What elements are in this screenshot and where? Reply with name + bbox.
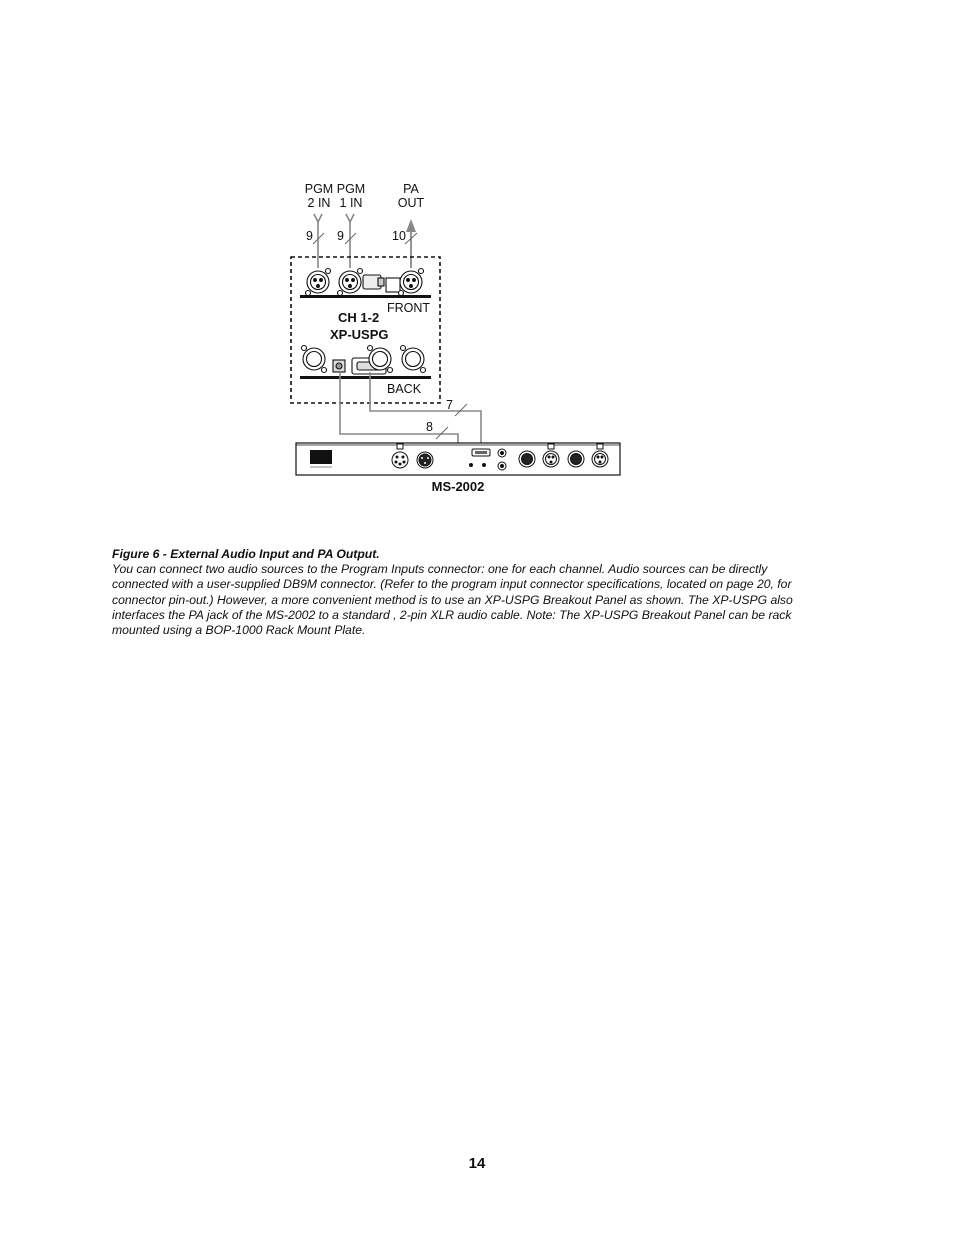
pgm2-input-arrow <box>314 214 322 268</box>
pgm1-label-top: PGM <box>336 182 366 196</box>
db9-program-input-icon <box>472 449 490 456</box>
pgm2-label-top: PGM <box>304 182 334 196</box>
pgm1-input-arrow <box>346 214 354 268</box>
front-rail <box>300 295 431 298</box>
pa-output-arrow <box>406 219 416 268</box>
pgm2-wire-count: 9 <box>306 229 313 243</box>
pa-label-top: PA <box>403 182 419 196</box>
front-label: FRONT <box>387 301 431 315</box>
back-label: BACK <box>387 382 422 396</box>
pgm2-label-bottom: 2 IN <box>307 196 331 210</box>
panel-name-line1: CH 1-2 <box>338 310 380 325</box>
back-rail <box>300 376 431 379</box>
pa-label-bottom: OUT <box>397 196 425 210</box>
rj-back-icon <box>333 360 345 372</box>
xlr-connector-pa-icon <box>399 269 424 296</box>
back-connector-row <box>302 346 426 375</box>
xlr-back-3-icon <box>401 346 426 373</box>
cable-8-count: 8 <box>426 420 433 434</box>
xlr-back-1-icon <box>302 346 327 373</box>
xlr-rear-1-icon <box>519 451 535 467</box>
db9-connector-front-icon <box>363 275 384 289</box>
xlr-connector-pgm2-icon <box>306 269 331 296</box>
front-connector-row <box>306 269 424 296</box>
din-connector-2-icon <box>417 452 433 468</box>
switch-front-icon <box>386 278 400 292</box>
page-number: 14 <box>468 1155 486 1172</box>
caption-body: You can connect two audio sources to the Program Inputs connector: one for each channel. Audio sources can be directly connected with a user-supplied DB9M connector. (Refer to the program input connector specifications, located on page 20, for connector pin-out.) However, a more convenient method is to use an XP-USPG Breakout Panel as shown. The XP-USPG also interfaces the PA jack of the MS-2002 to a standard , 2-pin XLR audio cable. Note: The XP-USPG Breakout Panel can be rack mounted using a BOP-1000 Rack Mount Plate. <box>112 562 793 638</box>
pgm1-wire-count: 9 <box>337 229 344 243</box>
xlr-rear-3-icon <box>568 451 584 467</box>
pgm1-label-bottom: 1 IN <box>339 196 363 210</box>
figure-6-diagram <box>0 0 954 540</box>
cable-7-tick <box>455 404 467 416</box>
panel-name-line2: XP-USPG <box>330 327 389 342</box>
cable-7-count: 7 <box>446 398 453 412</box>
ms-2002-unit <box>296 443 620 475</box>
jack-2-icon <box>482 463 486 467</box>
caption-title: Figure 6 - External Audio Input and PA Output. <box>112 547 380 561</box>
pa-wire-count: 10 <box>392 229 406 243</box>
xlr-connector-pgm1-icon <box>338 269 363 296</box>
jack-1-icon <box>469 463 473 467</box>
figure-caption <box>112 547 822 638</box>
cable-8-tick <box>436 427 448 439</box>
unit-name-label: MS-2002 <box>431 479 485 494</box>
